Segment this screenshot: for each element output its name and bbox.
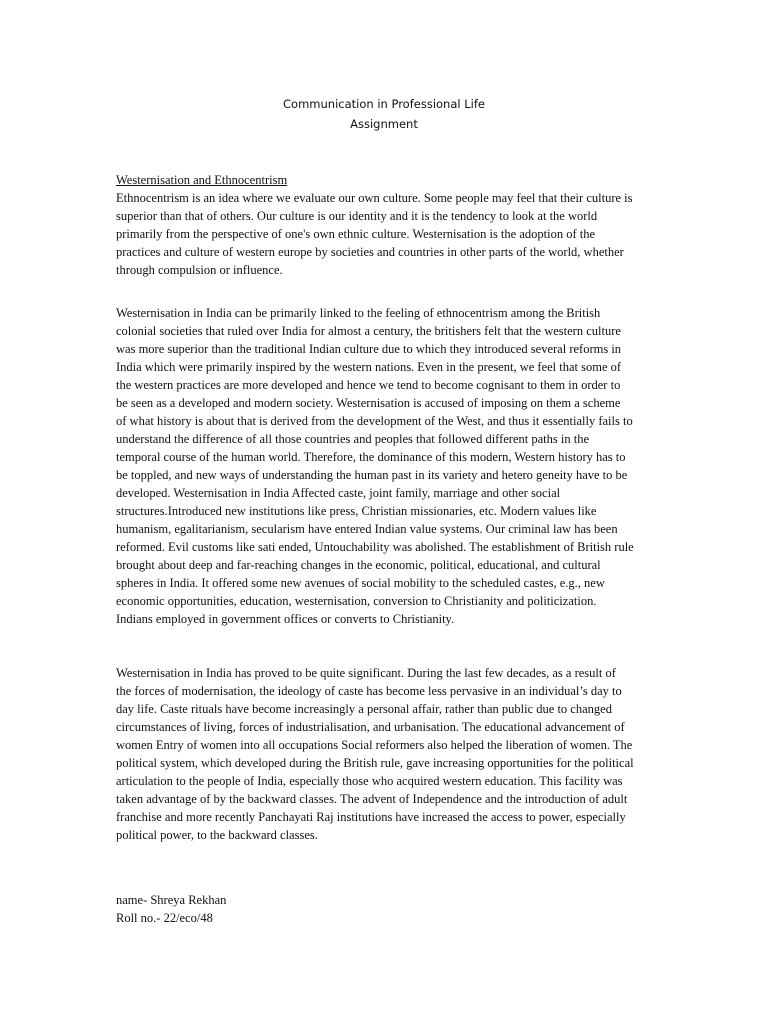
paragraph-line: circumstances of living, forces of industrialisation, and urbanisation. The educational advancement of: [116, 720, 625, 734]
paragraph-line: practices and culture of western europe by societies and countries in other parts of the world, whether: [116, 245, 624, 259]
paragraph-line: brought about deep and far-reaching changes in the economic, political, educational, and cultural: [116, 558, 601, 572]
roll-number: Roll no.- 22/eco/48: [116, 911, 213, 925]
paragraph-line: of what history is about that is derived from the development of the West, and thus it essentially fails to: [116, 414, 633, 428]
paragraph-line: Westernisation in India can be primarily linked to the feeling of ethnocentrism among the British: [116, 306, 601, 320]
paragraph-line: humanism, egalitarianism, secularism have entered Indian value systems. Our criminal law has been: [116, 522, 618, 536]
section-heading-block: [116, 171, 676, 189]
document-subtitle: Assignment: [350, 117, 418, 131]
paragraph-line: understand the difference of all those countries and peoples that followed different paths in the: [116, 432, 589, 446]
paragraph-line: reformed. Evil customs like sati ended, Untouchability was abolished. The establishment of British rule: [116, 540, 634, 554]
paragraph-line: India which were primarily inspired by the western nations. Even in the present, we feel that some of: [116, 360, 622, 374]
paragraph-line: be seen as a developed and modern society. Westernisation is accused of imposing on them a scheme: [116, 396, 621, 410]
signature-block: [116, 891, 676, 927]
document-title: Communication in Professional Life: [283, 97, 485, 111]
student-name: name- Shreya Rekhan: [116, 893, 227, 907]
paragraph-line: developed. Westernisation in India Affected caste, joint family, marriage and other social: [116, 486, 561, 500]
paragraph-line: Indians employed in government offices or converts to Christianity.: [116, 612, 455, 626]
paragraph-line: was more superior than the traditional Indian culture due to which they introduced several reforms in: [116, 342, 622, 356]
paragraph-line: temporal course of the human world. Therefore, the dominance of this modern, Western history has to: [116, 450, 626, 464]
paragraph-2: [116, 304, 676, 628]
paragraph-3: [116, 664, 676, 844]
paragraph-line: franchise and more recently Panchayati Raj institutions have increased the access to power, especially: [116, 810, 626, 824]
paragraph-1: [116, 189, 676, 279]
paragraph-line: colonial societies that ruled over India for almost a century, the britishers felt that the western culture: [116, 324, 621, 338]
paragraph-line: women Entry of women into all occupations Social reformers also helped the liberation of women. The: [116, 738, 633, 752]
paragraph-line: taken advantage of by the backward classes. The advent of Independence and the introduction of adult: [116, 792, 628, 806]
paragraph-line: economic opportunities, education, westernisation, conversion to Christianity and politicization.: [116, 594, 597, 608]
paragraph-line: be toppled, and new ways of understanding the human past in its variety and hetero geneity have to be: [116, 468, 628, 482]
section-heading: Westernisation and Ethnocentrism: [116, 173, 288, 187]
paragraph-line: structures.Introduced new institutions like press, Christian missionaries, etc. Modern values like: [116, 504, 597, 518]
paragraph-line: through compulsion or influence.: [116, 263, 283, 277]
paragraph-line: superior than that of others. Our culture is our identity and it is the tendency to look at the world: [116, 209, 598, 223]
paragraph-line: political power, to the backward classes.: [116, 828, 318, 842]
paragraph-line: day life. Caste rituals have become increasingly a personal affair, rather than public due to changed: [116, 702, 612, 716]
paragraph-line: political system, which developed during the British rule, gave increasing opportunities for the political: [116, 756, 634, 770]
paragraph-line: articulation to the people of India, especially those who acquired western education. This facility was: [116, 774, 623, 788]
paragraph-line: the western practices are more developed and hence we tend to become cognisant to them in order to: [116, 378, 621, 392]
paragraph-line: primarily from the perspective of one's own ethnic culture. Westernisation is the adoption of the: [116, 227, 596, 241]
paragraph-line: spheres in India. It offered some new avenues of social mobility to the scheduled castes, e.g., new: [116, 576, 605, 590]
paragraph-line: Westernisation in India has proved to be quite significant. During the last few decades, as a result of: [116, 666, 616, 680]
paragraph-line: the forces of modernisation, the ideology of caste has become less pervasive in an individual’s day to: [116, 684, 622, 698]
paragraph-line: Ethnocentrism is an idea where we evaluate our own culture. Some people may feel that their culture is: [116, 191, 633, 205]
